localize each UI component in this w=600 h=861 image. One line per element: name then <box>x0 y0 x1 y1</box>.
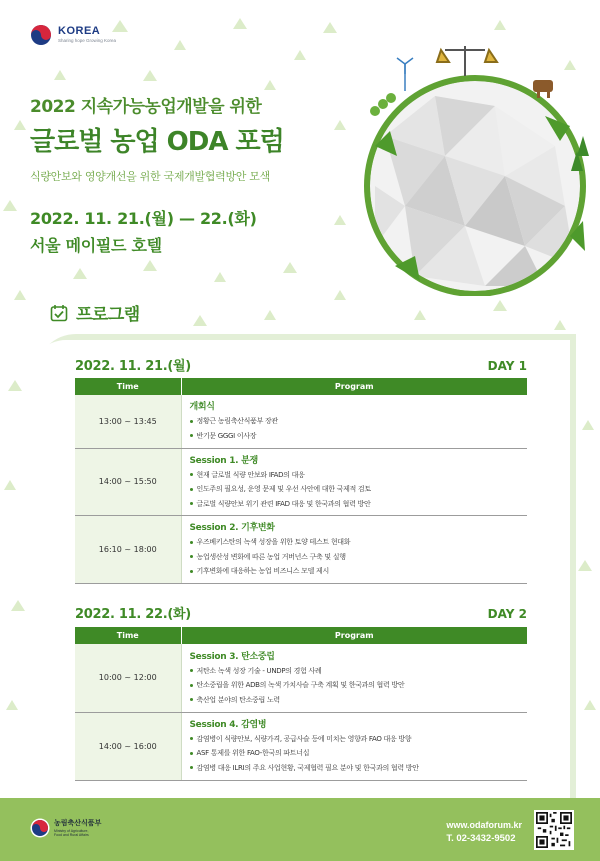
ministry-name-kr: 농림축산식품부 <box>54 818 102 827</box>
session-item: ASF 통제를 위한 FAO-한국의 파트너십 <box>190 746 520 761</box>
session-time: 14:00 ~ 15:50 <box>75 448 181 516</box>
bullet-icon <box>190 669 193 672</box>
bullet-icon <box>190 420 193 423</box>
phone-number: T. 02-3432-9502 <box>446 833 516 844</box>
time-column-header: Time <box>75 378 181 395</box>
session-title: Session 2. 기후변화 <box>189 523 275 534</box>
table-header-row <box>75 378 527 395</box>
session-item: 반기문 GGGI 이사장 <box>190 429 520 444</box>
session-item: 감염병 대응 ILRI의 주요 사업현황, 국제협력 필요 분야 및 한국과의 협력 방안 <box>190 761 520 776</box>
session-program <box>181 712 527 780</box>
brand-name: KOREA <box>58 25 101 38</box>
day1-schedule-table <box>75 378 527 584</box>
program-title: 프로그램 <box>76 305 140 325</box>
wind-turbine-icon <box>397 58 413 91</box>
bullet-icon <box>190 488 193 491</box>
event-date: 2022. 11. 21.(월) — 22.(화) <box>30 209 257 228</box>
event-title-line2: 글로벌 농업 ODA 포럼 <box>30 127 284 157</box>
bullet-icon <box>190 684 193 687</box>
qr-code-icon[interactable] <box>534 810 574 850</box>
session-title: Session 3. 탄소중립 <box>189 651 275 662</box>
day2-header <box>75 603 527 622</box>
bullet-icon <box>190 766 193 769</box>
session-item: 탄소중립을 위한 ADB의 녹색 가치사슬 구축 계획 및 한국과의 협력 방안 <box>190 678 520 693</box>
event-venue: 서울 메이필드 호텔 <box>30 236 162 255</box>
bullet-icon <box>190 473 193 476</box>
bullet-icon <box>190 434 193 437</box>
session-item: 기후변화에 대응하는 농업 비즈니스 모델 제시 <box>190 564 520 579</box>
contact-info <box>446 820 522 844</box>
program-heading <box>50 300 140 325</box>
session-item: 현재 글로벌 식량 안보와 IFAD의 대응 <box>190 468 520 483</box>
table-row <box>75 644 527 712</box>
day1-date: 2022. 11. 21.(월) <box>75 359 191 374</box>
checklist-icon <box>50 304 68 322</box>
table-row <box>75 395 527 448</box>
session-time: 13:00 ~ 13:45 <box>75 395 181 448</box>
bullet-icon <box>190 698 193 701</box>
bullet-icon <box>190 502 193 505</box>
session-program <box>181 395 527 448</box>
session-program <box>181 644 527 712</box>
session-item: 축산업 분야의 탄소중립 노력 <box>190 693 520 708</box>
day1-header <box>75 355 527 374</box>
korea-brand-logo <box>30 24 116 46</box>
session-item: 감염병이 식량안보, 식량가격, 공급사슬 등에 미치는 영향과 FAO 대응 방향 <box>190 732 520 747</box>
taegeuk-icon <box>30 24 52 46</box>
day1-label: DAY 1 <box>487 359 527 373</box>
bullet-icon <box>190 737 193 740</box>
scale-icon <box>437 46 497 76</box>
bullet-icon <box>190 555 193 558</box>
bullet-icon <box>190 752 193 755</box>
website-link[interactable]: www.odaforum.kr <box>446 820 522 830</box>
ministry-logo <box>30 818 101 838</box>
ministry-name-en: Ministry of Agriculture, Food and Rural Affairs <box>54 828 89 837</box>
event-title-line1: 2022 지속가능농업개발을 위한 <box>30 97 262 117</box>
hero-title-block <box>30 92 360 256</box>
day2-schedule-table <box>75 627 527 781</box>
program-column-header: Program <box>181 378 527 395</box>
day2-date: 2022. 11. 22.(화) <box>75 607 191 622</box>
table-header-row <box>75 627 527 644</box>
session-title: Session 1. 분쟁 <box>189 455 258 466</box>
session-time: 10:00 ~ 12:00 <box>75 644 181 712</box>
program-column-header: Program <box>181 627 527 644</box>
session-item: 정황근 농림축산식품부 장관 <box>190 414 520 429</box>
bullet-icon <box>190 570 193 573</box>
session-item: 인도주의 필요성, 운영 문제 및 우선 사안에 대한 국제적 검토 <box>190 482 520 497</box>
event-subtitle: 식량안보와 영양개선을 위한 국제개발협력방안 모색 <box>30 170 270 183</box>
table-row <box>75 712 527 780</box>
session-program <box>181 448 527 516</box>
session-time: 16:10 ~ 18:00 <box>75 516 181 584</box>
bullet-icon <box>190 541 193 544</box>
session-item: 글로벌 식량안보 위기 관련 IFAD 대응 및 한국과의 협력 방안 <box>190 497 520 512</box>
session-item: 농업생산성 변화에 따른 농업 거버넌스 구축 및 실행 <box>190 550 520 565</box>
session-program <box>181 516 527 584</box>
session-time: 14:00 ~ 16:00 <box>75 712 181 780</box>
brand-tagline: Sharing hope Growing Korea <box>58 38 117 44</box>
session-title: 개회식 <box>189 402 215 413</box>
time-column-header: Time <box>75 627 181 644</box>
table-row <box>75 448 527 516</box>
table-row <box>75 516 527 584</box>
session-item: 우즈베키스탄의 녹색 성장을 위한 토양 테스트 현대화 <box>190 535 520 550</box>
globe-illustration <box>345 36 595 296</box>
session-item: 저탄소 녹색 성장 기술 - UNDP의 경험 사례 <box>190 664 520 679</box>
session-title: Session 4. 감염병 <box>189 719 267 730</box>
day2-label: DAY 2 <box>487 607 527 621</box>
taegeuk-emblem-icon <box>30 818 50 838</box>
